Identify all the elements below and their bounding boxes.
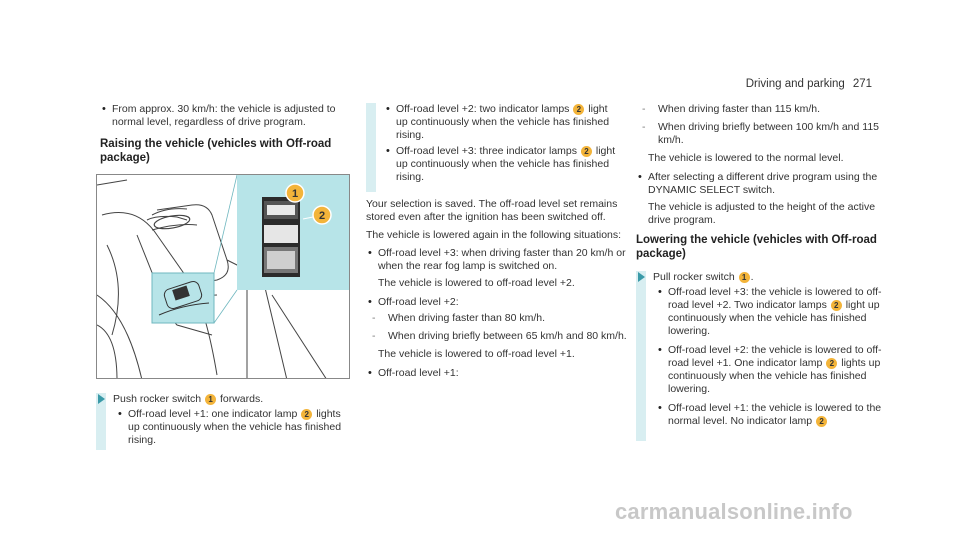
bullet-level-3: • Off-road level +3: three indicator lamps 2 light up continuously when the vehicle has finished rising. — [384, 145, 621, 184]
sub-lowered-normal: The vehicle is lowered to the normal level. — [648, 152, 844, 164]
dash-faster-115: - When driving faster than 115 km/h. — [636, 103, 894, 116]
heading-lowering: Lowering the vehicle (vehicles with Off-road package) — [636, 234, 877, 260]
paragraph-saved: Your selection is saved. The off-road level set remains stored even after the ignition has been switched off. — [366, 198, 618, 223]
sub-lowered-to-2: The vehicle is lowered to off-road level +2. — [378, 277, 575, 289]
step-continued — [366, 103, 621, 192]
bullet-normal-level: • From approx. 30 km/h: the vehicle is adjusted to normal level, regardless of drive program. — [100, 103, 355, 129]
figure-rocker-switch — [96, 174, 350, 379]
console-illustration — [97, 175, 350, 379]
column-2 — [366, 103, 628, 382]
step-raise: Push rocker switch 1 forwards. • Off-road level +1: one indicator lamp 2 lights up continuously when the vehicle has finished rising. — [96, 393, 354, 450]
step-arrow-icon — [98, 394, 105, 404]
dash-between-100-115: - When driving briefly between 100 km/h and 115 km/h. — [636, 121, 894, 147]
bullet-lower-level-2: • Off-road level +2: the vehicle is lowered to off-road level +1. One indicator lamp 2 lights up continuously when the vehicle has finished lowering. — [656, 344, 888, 396]
step-lower: Pull rocker switch 1 . • Off-road level +3: the vehicle is lowered to off-road level +2. Two indicator lamps 2 light up continuously when the vehicle has finished lowering. • Off-road level +2: the vehicle is lowered to off-road level +1. One indicator lamp 2 lights up continuously when the vehicle has finished lowering. • Off-road level +1: the vehicle is lowered to the normal level. No indicator lamp 2 — [636, 271, 894, 441]
page-number: 271 — [852, 78, 872, 90]
column-1 — [100, 103, 355, 173]
callout-badge-2: 2 — [301, 409, 312, 420]
bullet-level-1: • Off-road level +1: one indicator lamp 2 lights up continuously when the vehicle has finished rising. — [116, 408, 346, 447]
callout-2: 2 — [318, 210, 326, 222]
callout-badge-2: 2 — [581, 146, 592, 157]
sub-lowered-to-1: The vehicle is lowered to off-road level +1. — [378, 348, 575, 360]
section-title: Driving and parking — [745, 78, 845, 90]
dash-faster-80: - When driving faster than 80 km/h. — [366, 312, 628, 325]
bullet-lower-level-3: • Off-road level +3: the vehicle is lowered to off-road level +2. Two indicator lamps 2 light up continuously when the vehicle has finished lowering. — [656, 286, 888, 338]
step-arrow-icon — [638, 272, 645, 282]
callout-badge-2: 2 — [831, 300, 842, 311]
bullet-level-1-lowering: • Off-road level +1: — [366, 367, 628, 380]
page-header — [746, 78, 872, 91]
paragraph-lowered-again: The vehicle is lowered again in the following situations: — [366, 229, 622, 241]
bullet-level-3-lowering: • Off-road level +3: when driving faster than 20 km/h or when the rear fog lamp is switched on. — [366, 247, 628, 273]
callout-badge-1: 1 — [739, 272, 750, 283]
callout-1: 1 — [291, 188, 299, 200]
callout-badge-1: 1 — [205, 394, 216, 405]
heading-raising: Raising the vehicle (vehicles with Off-road package) — [100, 138, 332, 164]
callout-badge-2: 2 — [826, 358, 837, 369]
sub-adjusted-height: The vehicle is adjusted to the height of the active drive program. — [648, 201, 876, 226]
callout-badge-2: 2 — [573, 104, 584, 115]
callout-badge-2: 2 — [816, 416, 827, 427]
column-3 — [636, 103, 894, 441]
bullet-dynamic-select: • After selecting a different drive program using the DYNAMIC SELECT switch. — [636, 171, 894, 197]
dash-between-65-80: - When driving briefly between 65 km/h and 80 km/h. — [366, 330, 628, 343]
bullet-lower-level-1: • Off-road level +1: the vehicle is lowered to the normal level. No indicator lamp 2 — [656, 402, 888, 428]
bullet-level-2: • Off-road level +2: two indicator lamps 2 light up continuously when the vehicle has finished rising. — [384, 103, 621, 142]
watermark: carmanualsonline.info — [615, 499, 853, 524]
bullet-level-2-lowering: • Off-road level +2: — [366, 296, 628, 309]
